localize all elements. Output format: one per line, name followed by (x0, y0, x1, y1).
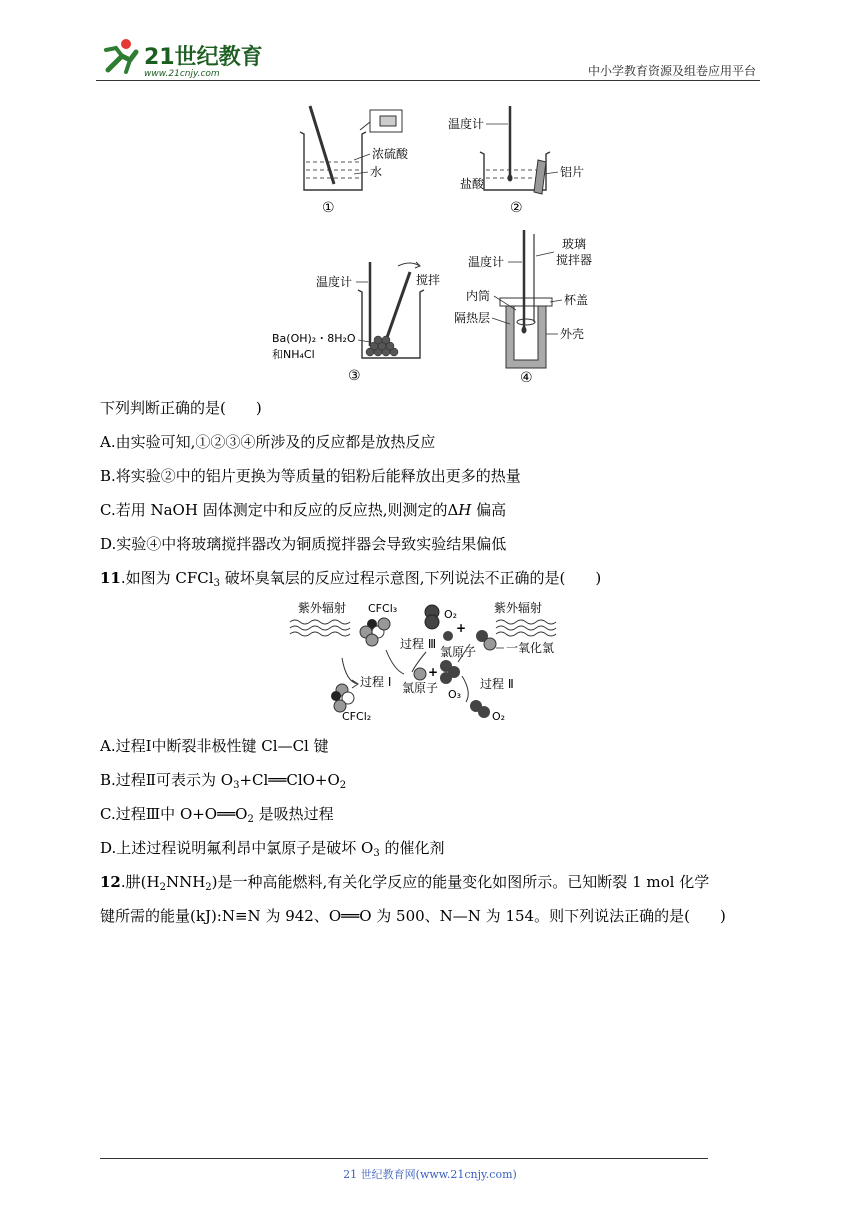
figure-3-number: ③ (348, 368, 361, 384)
label-stir: 搅拌 (416, 273, 441, 287)
label-clo: 一氧化氯 (506, 641, 555, 655)
q10-stem: 下列判断正确的是( ) (100, 399, 262, 417)
label-cfcl3: CFCl₃ (368, 602, 398, 615)
figure-2-number: ② (510, 200, 523, 216)
label-aluminum-sheet: 铝片 (560, 165, 585, 179)
header-platform-text: 中小学教育资源及组卷应用平台 (587, 64, 756, 78)
label-shell: 外壳 (560, 327, 585, 341)
q11-stem: 11.如图为 CFCl$_3$ 破坏臭氧层的反应过程示意图,下列说法不正确的是( ) (100, 569, 602, 589)
label-thermometer: 温度计 (468, 255, 505, 269)
label-thermometer: 温度计 (448, 117, 485, 131)
label-inner-cylinder: 内筒 (466, 289, 491, 303)
label-water: 水 (370, 165, 383, 179)
label-reagent-1: Ba(OH)₂・8H₂O (272, 332, 356, 345)
label-uv-left: 紫外辐射 (298, 601, 347, 615)
logo-url: www.21cnjy.com (144, 69, 220, 79)
label-o2-top: O₂ (444, 608, 458, 621)
figure-4-calorimeter (454, 226, 614, 386)
label-process-3: 过程 Ⅲ (400, 637, 437, 651)
label-process-1: 过程 Ⅰ (360, 675, 392, 689)
label-o2-bottom: O₂ (492, 710, 506, 723)
label-stirrer: 搅拌器 (556, 253, 593, 267)
label-cl-atom-top: 氯原子 (440, 645, 477, 659)
label-cl-atom-mid: 氯原子 (402, 681, 439, 695)
label-lid: 杯盖 (564, 293, 589, 307)
label-hydrochloric-acid: 盐酸 (460, 177, 485, 191)
figure-3-beaker (270, 256, 450, 384)
figure-1-number: ① (322, 200, 335, 216)
logo-text: 21世纪教育 (144, 45, 263, 70)
label-thermometer: 温度计 (316, 275, 353, 289)
q11-option-b: B.过程Ⅱ可表示为 $O_3+Cl══ClO+O_2$ (100, 771, 347, 791)
q10-option-b: B.将实验②中的铝片更换为等质量的铝粉后能释放出更多的热量 (100, 467, 521, 485)
label-insulation: 隔热层 (454, 311, 491, 325)
label-cfcl2: CFCl₂ (342, 710, 372, 723)
q10-option-c: C.若用 NaOH 固体测定中和反应的反应热,则测定的ΔH 偏高 (100, 501, 507, 519)
q10-option-a: A.由实验可知,①②③④所涉及的反应都是放热反应 (100, 433, 436, 451)
ozone-depletion-diagram (286, 596, 576, 724)
label-uv-right: 紫外辐射 (494, 601, 543, 615)
q12-stem-line-2: 键所需的能量(kJ):N≡N 为 942、O══O 为 500、N—N 为 154。则下列说法正确的是( ) (100, 907, 726, 925)
q11-option-d: D.上述过程说明氟利昂中氯原子是破坏 $O_3$ 的催化剂 (100, 839, 445, 859)
label-process-2: 过程 Ⅱ (480, 677, 514, 691)
runner-icon (106, 39, 136, 72)
q11-option-c: C.过程Ⅲ中 $O+O══O_2$ 是吸热过程 (100, 805, 334, 825)
label-o3: O₃ (448, 688, 462, 701)
q10-option-d: D.实验④中将玻璃搅拌器改为铜质搅拌器会导致实验结果偏低 (100, 535, 507, 553)
label-reagent-2: 和NH₄Cl (272, 348, 315, 361)
figure-1-beaker (290, 104, 420, 216)
q12-stem-line-1: 12.肼$(H_2NNH_2)$是一种高能燃料,有关化学反应的能量变化如图所示。已知断裂 1 mol 化学 (100, 873, 710, 893)
header-divider (96, 80, 760, 81)
figure-4-number: ④ (520, 370, 533, 386)
footer-source-link[interactable]: 21 世纪教育网(www.21cnjy.com) (343, 1168, 517, 1181)
label-glass: 玻璃 (562, 237, 587, 251)
site-logo (96, 34, 266, 80)
svg-text:+: + (456, 621, 467, 635)
footer-divider (100, 1158, 708, 1159)
svg-text:+: + (428, 665, 439, 679)
figure-2-beaker (446, 104, 596, 216)
q11-option-a: A.过程Ⅰ中断裂非极性键 Cl—Cl 键 (100, 737, 329, 755)
label-conc-sulfuric-acid: 浓硫酸 (372, 147, 409, 161)
